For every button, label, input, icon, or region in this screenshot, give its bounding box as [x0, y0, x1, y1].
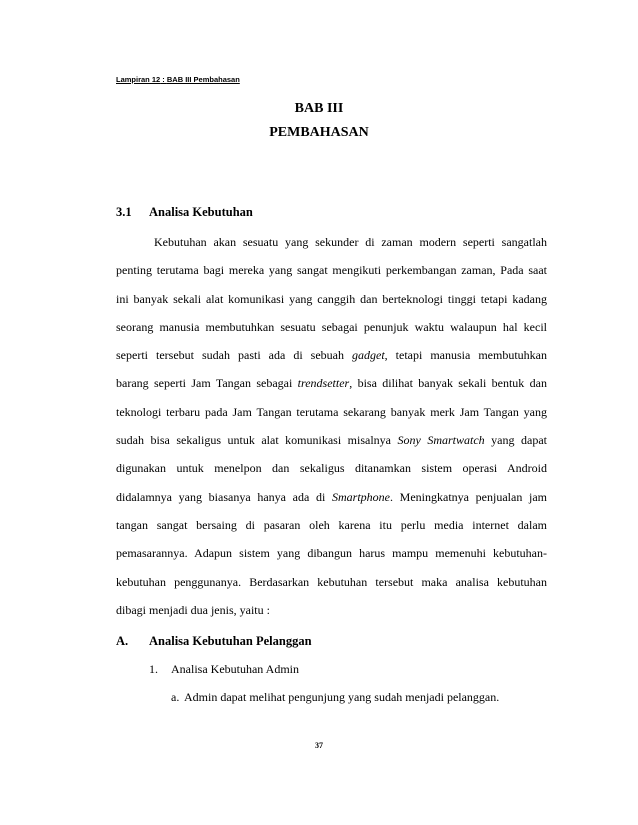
body-line: sudah bisa sekaligus untuk alat komunikasi misalnya Sony Smartwatch yang dapat — [116, 433, 547, 447]
body-line: seperti tersebut sudah pasti ada di sebuah gadget, tetapi manusia membutuhkan — [116, 348, 547, 362]
body-line: digunakan untuk menelpon dan sekaligus ditanamkan sistem operasi Android — [116, 461, 547, 475]
body-line: pemasarannya. Adapun sistem yang dibangun harus mampu memenuhi kebutuhan- — [116, 546, 547, 560]
emphasis-text: trendsetter — [297, 376, 350, 390]
body-line: didalamnya yang biasanya hanya ada di Smartphone. Meningkatnya penjualan jam — [116, 490, 547, 504]
body-line: penting terutama bagi mereka yang sangat mengikuti perkembangan zaman, Pada saat — [116, 263, 547, 277]
section-title: Analisa Kebutuhan — [149, 205, 253, 219]
subitem-letter: a. — [171, 690, 180, 704]
item-title: Analisa Kebutuhan Admin — [171, 662, 299, 676]
body-line: dibagi menjadi dua jenis, yaitu : — [116, 603, 270, 617]
chapter-number: BAB III — [294, 101, 344, 116]
subitem-text: Admin dapat melihat pengunjung yang sudah menjadi pelanggan. — [184, 690, 500, 704]
subsection-letter: A. — [116, 634, 129, 648]
page-number: 37 — [315, 741, 323, 750]
body-line: teknologi terbaru pada Jam Tangan terutama sekarang banyak merk Jam Tangan yang — [116, 405, 547, 419]
emphasis-text: Sony Smartwatch — [397, 433, 485, 447]
emphasis-text: gadget — [352, 348, 385, 362]
body-line: kebutuhan penggunanya. Berdasarkan kebutuhan tersebut maka analisa kebutuhan — [116, 575, 547, 589]
header-label: Lampiran 12 — [116, 75, 161, 84]
section-number: 3.1 — [116, 205, 132, 219]
emphasis-text: Smartphone — [332, 490, 390, 504]
subsection-title: Analisa Kebutuhan Pelanggan — [149, 634, 312, 648]
body-line: barang seperti Jam Tangan sebagai trendsetter, bisa dilihat banyak sekali bentuk dan — [116, 376, 547, 390]
item-number: 1. — [149, 662, 158, 676]
header-chapter: BAB III Pembahasan — [166, 75, 240, 84]
body-line: seorang manusia membutuhkan sesuatu sebagai penunjuk waktu walaupun hal kecil — [116, 320, 547, 334]
page-header: Lampiran 12 : BAB III Pembahasan — [116, 75, 240, 84]
body-line: Kebutuhan akan sesuatu yang sekunder di zaman modern seperti sangatlah — [154, 235, 547, 249]
body-line: tangan sangat bersaing di pasaran oleh karena itu perlu media internet dalam — [116, 518, 547, 532]
body-line: ini banyak sekali alat komunikasi yang canggih dan berteknologi tinggi tetapi kadang — [116, 292, 547, 306]
chapter-title: PEMBAHASAN — [269, 125, 369, 140]
